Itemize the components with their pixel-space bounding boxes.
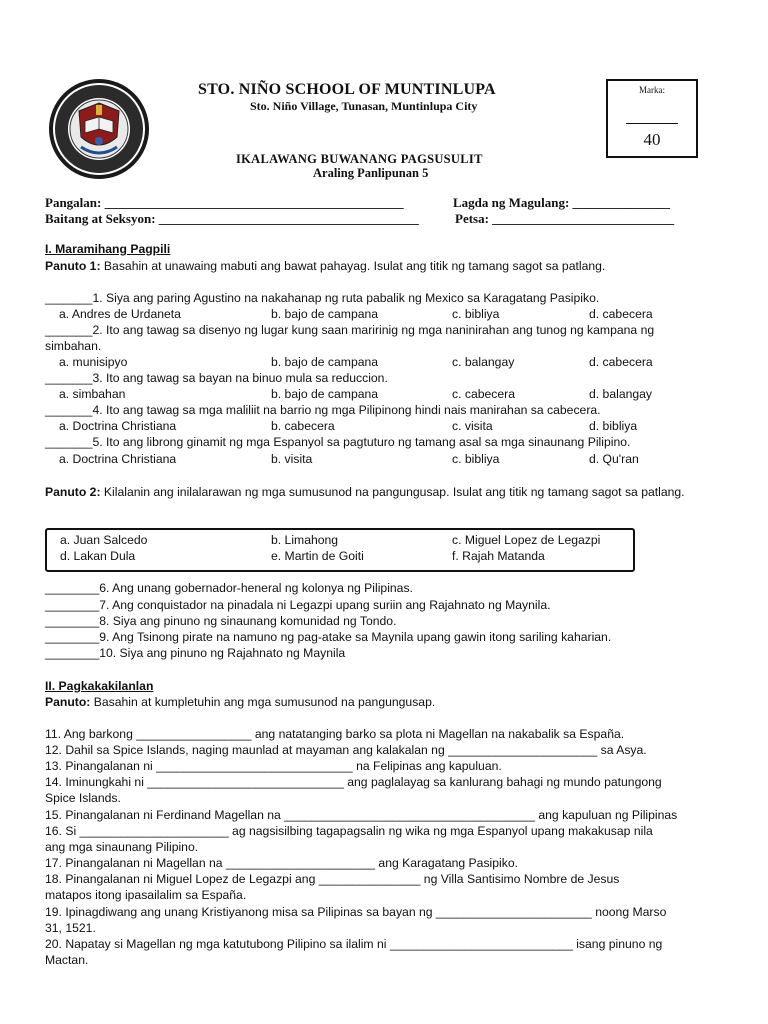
- instruction-text: Basahin at kumpletuhin ang mga sumusunod na pangungusap.: [90, 695, 436, 709]
- choice-b: b. Limahong: [271, 533, 339, 547]
- question-5: _______5. Ito ang librong ginamit ng mga Espanyol sa pagtuturo ng tamang asal sa mga sinaunang Pilipino.: [45, 435, 631, 449]
- item-7: ________7. Ang conquistador na pinadala ni Legazpi upang suriin ang Rajahnato ng Maynila.: [45, 598, 551, 612]
- q3-option-c: c. cabecera: [452, 387, 516, 401]
- item-15: 15. Pinangalanan ni Ferdinand Magellan na _____________________________________ ang kapuluan ng Pilipinas: [45, 808, 678, 822]
- q4-option-a: a. Doctrina Christiana: [59, 419, 177, 433]
- q5-option-c: c. bibliya: [452, 452, 500, 466]
- q4-option-d: d. bibliya: [589, 419, 638, 433]
- question-2: _______2. Ito ang tawag sa disenyo ng lugar kung saan maririnig ng mga naninirahan ang tunog ng kampana ng: [45, 323, 655, 337]
- item-18-cont: matapos itong ipasailalim sa España.: [45, 888, 247, 902]
- instruction-text: Kilalanin ang inilalarawan ng mga sumusunod na pangungusap. Isulat ang titik ng tamang sagot sa patlang.: [100, 485, 685, 499]
- school-logo: [47, 77, 151, 181]
- q2-option-d: d. cabecera: [589, 355, 653, 369]
- part2-heading: II. Pagkakakilanlan: [45, 679, 154, 693]
- choice-f: f. Rajah Matanda: [452, 549, 545, 563]
- item-13: 13. Pinangalanan ni _____________________________ na Felipinas ang kapuluan.: [45, 759, 502, 773]
- item-19: 19. Ipinagdiwang ang unang Kristiyanong misa sa Pilipinas sa bayan ng _______________________ noong Marso: [45, 905, 667, 919]
- q3-option-d: d. balangay: [589, 387, 653, 401]
- item-17: 17. Pinangalanan ni Magellan na ______________________ ang Karagatang Pasipiko.: [45, 856, 519, 870]
- part1-heading: I. Maramihang Pagpili: [45, 242, 171, 256]
- exam-title: IKALAWANG BUWANANG PAGSUSULIT: [236, 152, 483, 166]
- parent-signature-field[interactable]: Lagda ng Magulang: _______________: [453, 195, 671, 210]
- item-14-cont: Spice Islands.: [45, 791, 121, 805]
- instruction-label: Panuto:: [45, 695, 91, 709]
- item-18: 18. Pinangalanan ni Miguel Lopez de Legazpi ang _______________ ng Villa Santisimo Nombre de Jesus: [45, 872, 620, 886]
- choice-c: c. Miguel Lopez de Legazpi: [452, 533, 601, 547]
- grade-section-field[interactable]: Baitang at Seksyon: ________________________________________: [45, 211, 419, 226]
- score-label: Marka:: [639, 85, 665, 95]
- item-10: ________10. Siya ang pinuno ng Rajahnato ng Maynila: [45, 646, 346, 660]
- item-8: ________8. Siya ang pinuno ng sinaunang komunidad ng Tondo.: [45, 614, 397, 628]
- q5-option-d: d. Qu'ran: [589, 452, 639, 466]
- item-19-cont: 31, 1521.: [45, 921, 96, 935]
- instruction-text: Basahin at unawaing mabuti ang bawat pahayag. Isulat ang titik ng tamang sagot sa patlang.: [100, 259, 606, 273]
- q1-option-d: d. cabecera: [589, 307, 653, 321]
- q5-option-a: a. Doctrina Christiana: [59, 452, 177, 466]
- instruction-label: Panuto 2:: [45, 485, 101, 499]
- choice-d: d. Lakan Dula: [60, 549, 136, 563]
- item-16-cont: ang mga sinaunang Pilipino.: [45, 840, 199, 854]
- score-box: [606, 79, 698, 158]
- q1-option-b: b. bajo de campana: [271, 307, 379, 321]
- date-field[interactable]: Petsa: ____________________________: [455, 211, 675, 226]
- exam-subject: Araling Panlipunan 5: [313, 166, 429, 180]
- part1-instruction-1: [45, 258, 605, 274]
- part2-instruction: [45, 694, 435, 710]
- item-11: 11. Ang barkong _________________ ang natatanging barko sa plota ni Magellan na nakabalik sa España.: [45, 727, 625, 741]
- choice-a: a. Juan Salcedo: [60, 533, 148, 547]
- school-name: STO. NIÑO SCHOOL OF MUNTINLUPA: [198, 81, 496, 98]
- q2-option-a: a. munisipyo: [59, 355, 128, 369]
- q4-option-b: b. cabecera: [271, 419, 335, 433]
- q5-option-b: b. visita: [271, 452, 313, 466]
- name-field[interactable]: Pangalan: ______________________________________________: [45, 195, 404, 210]
- question-3: _______3. Ito ang tawag sa bayan na binuo mula sa reduccion.: [45, 371, 388, 385]
- question-2-cont: simbahan.: [45, 339, 102, 353]
- instruction-label: Panuto 1:: [45, 259, 101, 273]
- score-total: 40: [643, 130, 661, 149]
- question-4: _______4. Ito ang tawag sa mga maliliit na barrio ng mga Pilipinong hindi nais manirahan sa cabecera.: [45, 403, 601, 417]
- part1-instruction-2: [45, 484, 723, 500]
- q3-option-b: b. bajo de campana: [271, 387, 379, 401]
- q4-option-c: c. visita: [452, 419, 493, 433]
- q1-option-a: a. Andres de Urdaneta: [59, 307, 181, 321]
- item-16: 16. Si ______________________ ag nagsisilbing tagapagsalin ng wika ng mga Espanyol upang makakusap nila: [45, 824, 653, 838]
- question-1: _______1. Siya ang paring Agustino na nakahanap ng ruta pabalik ng Mexico sa Karagatang Pasipiko.: [45, 291, 600, 305]
- item-20: 20. Napatay si Magellan ng mga katutubong Pilipino sa ilalim ni ___________________________ isang pinuno ng: [45, 937, 663, 951]
- item-9: ________9. Ang Tsinong pirate na namuno ng pag-atake sa Maynila upang gawin itong sariling kaharian.: [45, 630, 612, 644]
- item-20-cont: Mactan.: [45, 953, 89, 967]
- item-14: 14. Iminungkahi ni _____________________________ ang paglalayag sa kanlurang bahagi ng mundo patungong: [45, 775, 662, 789]
- q3-option-a: a. simbahan: [59, 387, 126, 401]
- q1-option-c: c. bibliya: [452, 307, 500, 321]
- choice-e: e. Martin de Goiti: [271, 549, 364, 563]
- item-6: ________6. Ang unang gobernador-heneral ng kolonya ng Pilipinas.: [45, 581, 413, 595]
- score-blank-line: [626, 123, 678, 124]
- q2-option-c: c. balangay: [452, 355, 515, 369]
- item-12: 12. Dahil sa Spice Islands, naging maunlad at mayaman ang kalakalan ng ______________________ sa Asya.: [45, 743, 647, 757]
- q2-option-b: b. bajo de campana: [271, 355, 379, 369]
- school-address: Sto. Niño Village, Tunasan, Muntinlupa City: [250, 99, 478, 113]
